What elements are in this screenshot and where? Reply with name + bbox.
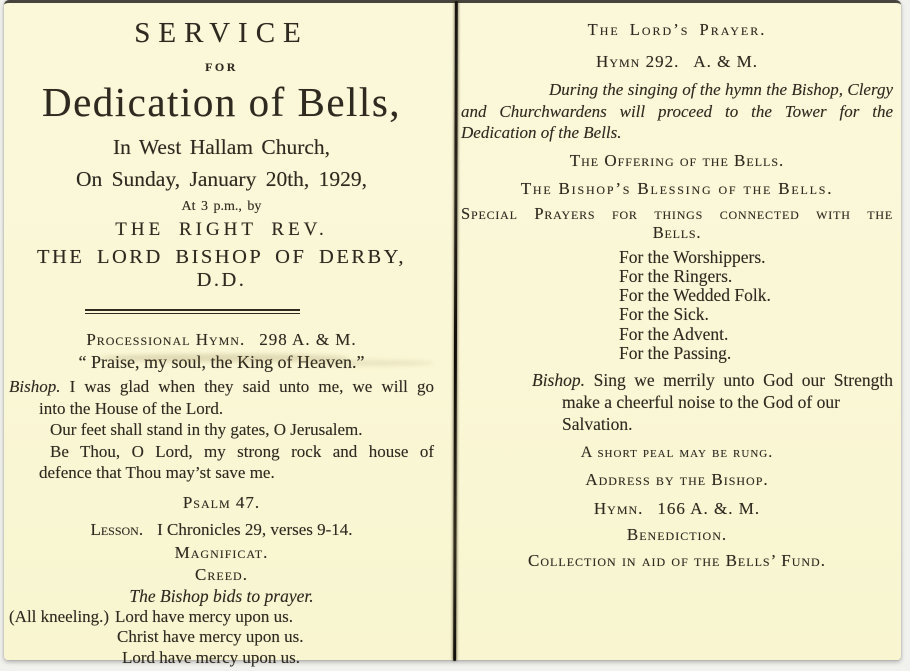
kyrie-text: Lord have mercy upon us. [115,606,293,626]
rubric-line: Dedication of the Bells. [461,123,622,142]
kyrie-line: Christ have mercy upon us. [117,627,304,646]
rubric-line: and Churchwardens will proceed to the Tower for the [461,101,893,121]
special-prayers-line: Special Prayers for things connected with the [461,203,893,223]
gutter-shadow-line [453,1,457,661]
right-page [455,6,901,656]
petition-item: For the Advent. [619,323,729,344]
for-label: FOR [205,60,238,74]
peal-rubric: A short peal may be rung. [580,444,774,462]
time-line: At 3 p.m., by [181,199,262,214]
petitions-list [619,248,893,364]
kyrie-line [9,607,434,628]
petition-item: For the Passing. [619,342,732,363]
versicle-line: Our feet shall stand in thy gates, O Jerusalem. [50,420,363,439]
rubric-line: During the singing of the hymn the Bishop, Clergy [549,80,893,99]
petition-item: For the Worshippers. [619,246,766,267]
versicle-line: into the House of the Lord. [39,398,224,418]
hymn-292-heading [461,52,893,71]
officiant-line-2: THE LORD BISHOP OF DERBY, D.D. [37,246,406,291]
canticle-text: Sing we merrily unto God our Strength [593,370,894,391]
blessing-heading: The Bishop’s Blessing of the Bells. [520,178,834,198]
creed-heading: Creed. [195,564,248,584]
psalm-heading: Psalm 47. [182,492,261,512]
procession-rubric [461,79,893,144]
address-heading: Address by the Bishop. [585,470,769,490]
lesson-line [9,520,434,540]
officiant-line-1: THE RIGHT REV. [115,219,328,240]
date-line: On Sunday, January 20th, 1929, [75,167,368,191]
petition-item: For the Sick. [619,304,709,325]
ink-smudge [304,360,434,366]
page-gutter [451,3,459,660]
processional-hymn-label: Processional Hymn. [86,330,246,349]
left-page [4,6,447,667]
versicle-line [9,376,434,398]
hymn-292-label: Hymn 292. [596,52,680,71]
versicle-line: defence that Thou may’st save me. [39,463,275,482]
kyrie-line: Lord have mercy upon us. [122,647,300,667]
hymn-166-heading [461,499,893,518]
speaker-label: Bishop. [9,377,61,396]
lesson-label: Lesson. [90,519,144,539]
church-line: In West Hallam Church, [112,135,331,159]
petition-item: For the Wedded Folk. [619,285,771,306]
lords-prayer-heading: The Lord’s Prayer. [587,20,767,39]
kneeling-note: (All kneeling.) [9,606,110,626]
hymn-166-label: Hymn. [593,499,644,519]
offering-heading: The Offering of the Bells. [569,150,785,170]
magnificat-heading: Magnificat. [174,542,269,562]
petition-item: For the Ringers. [619,265,733,286]
main-title: Dedication of Bells, [41,79,402,125]
versicle-line: Be Thou, O Lord, my strong rock and house of [50,441,434,461]
special-prayers-heading [461,204,893,243]
speaker-label: Bishop. [532,370,585,391]
prayer-rubric: The Bishop bids to prayer. [129,585,314,606]
special-prayers-line: Bells. [652,223,702,242]
double-rule-divider [85,309,300,314]
collection-heading: Collection in aid of the Bells’ Fund. [528,551,826,571]
lesson-text: I Chronicles 29, verses 9-14. [157,519,353,539]
processional-hymn-number: 298 A. & M. [259,330,357,349]
hymn-166-number: 166 A. &. M. [657,499,761,519]
canticle-line [532,369,893,391]
benediction-heading: Benediction. [626,525,728,545]
hymn-292-number: A. & M. [693,52,758,71]
bishop-versicles [9,376,434,484]
processional-hymn-heading [9,330,434,349]
book-scan [4,0,901,667]
bishop-canticle [461,369,893,435]
hymn-quote: “ Praise, my soul, the King of Heaven.” [78,352,365,372]
canticle-line: make a cheerful noise to the God of our Salvation. [562,392,840,435]
kyrie-block [9,607,434,669]
versicle-text: I was glad when they said unto me, we will go [69,377,434,396]
service-title: SERVICE [134,17,309,49]
